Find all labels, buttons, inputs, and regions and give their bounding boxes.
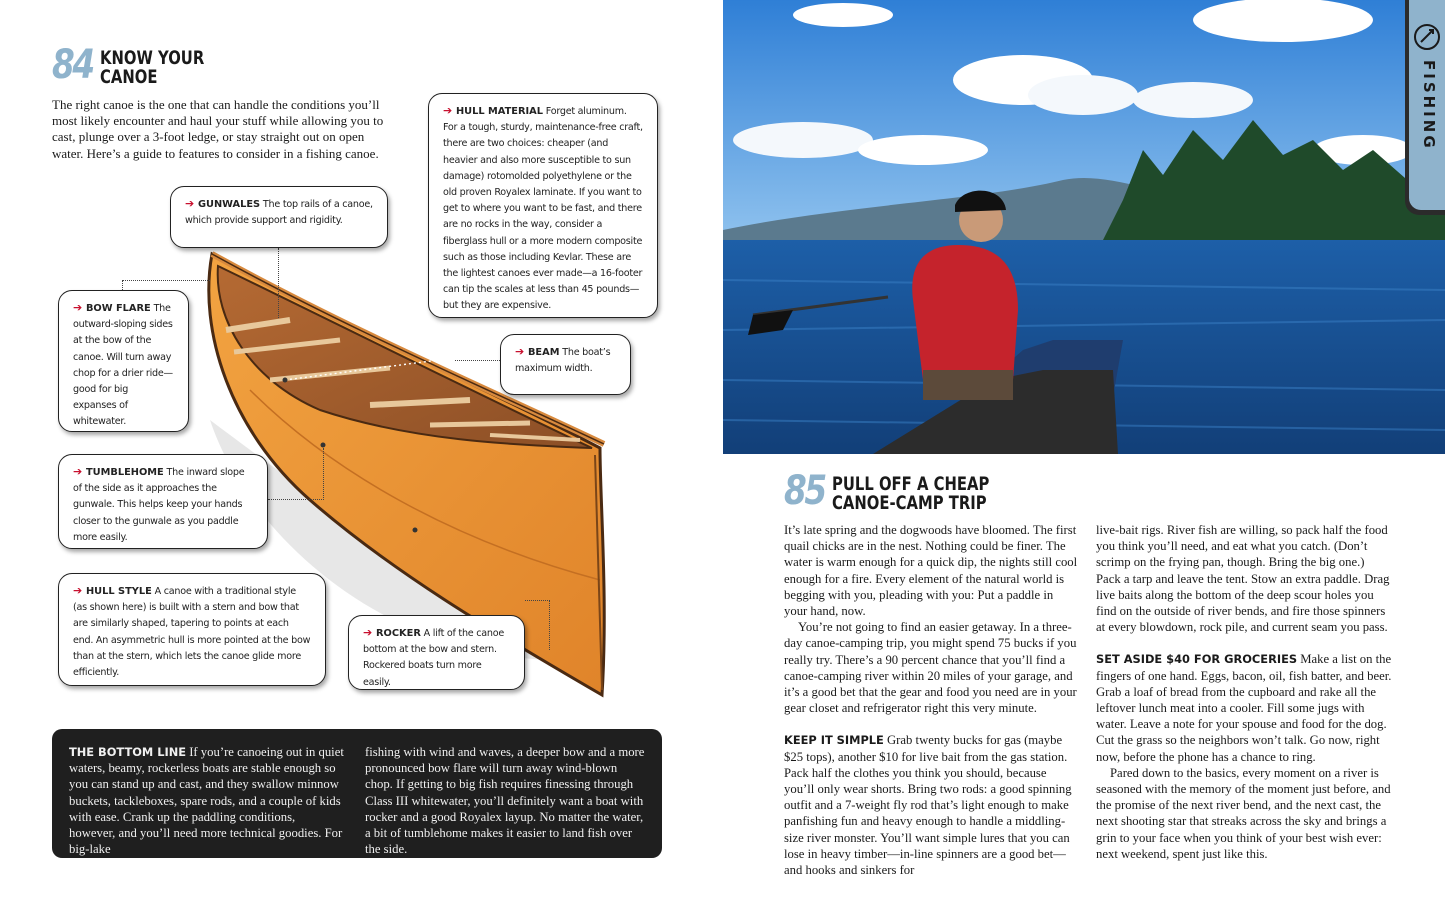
- article-85-column-2: live-bait rigs. River fish are willing, so pack half the food you think you’ll need, and eat what you catch. (Don’t scrimp on the frying pan, though. Bring the big one.) Pack a tarp and leave the tent. Stow an extra paddle. Drag live baits along the bottom of the deep scour holes you find on the outside of river bends, and fire those spinners at every blowdown, rock pile, and current seam you pass. SET ASIDE $40 FOR GROCERIES Make a list on the fingers of one hand. Eggs, bacon, oil, fish batter, and beer. Grab a loaf of bread from the cupboard and rake all the leftover lunch meat into a cooler. Fill some jugs with water. Leave a note for your spouse and food for the dog. Cut the grass so the neighbors won’t talk. Go now, right now, before the phone has a chance to ring. Pared down to the basics, every moment on a river is seasoned with the memory of the moment just before, and the promise of the next river bend, and the next cast, the next shooting star that streaks across the sky and brings a grin to your face when you think of your best wish ever: next weekend, spent just like this.: [1096, 523, 1392, 861]
- callout-gunwales: ➔ GUNWALES The top rails of a canoe, which provide support and rigidity.: [170, 186, 388, 248]
- arrow-icon: ➔: [73, 301, 82, 314]
- canoe-lake-photo: [723, 0, 1445, 454]
- article-number: 85: [784, 468, 825, 514]
- intro-paragraph: The right canoe is the one that can handle the conditions you’ll most likely encounter and haul your stuff while allowing you to cast, plunge over a 3-foot ledge, or stay straight out on open water. Here’s a guide to features to consider in a fishing canoe.: [52, 97, 384, 161]
- callout-bow-flare: ➔ BOW FLARE The outward-sloping sides at the bow of the canoe. Will turn away chop for a drier ride—good for big expanses of whitewater.: [58, 290, 189, 432]
- leader-rocker: [525, 600, 550, 650]
- section-tab-label: FISHING: [1420, 60, 1438, 151]
- article-number: 84: [52, 42, 93, 88]
- article-title: KNOW YOUR CANOE: [99, 47, 204, 88]
- arrow-icon: ➔: [515, 345, 524, 358]
- fishing-icon: [1412, 22, 1442, 52]
- callout-hull-style: ➔ HULL STYLE A canoe with a traditional style (as shown here) is built with a stern and bow that are similarly shaped, tapering to points at each end. An asymmetric hull is more pointed at the bow than at the stern, which lets the canoe glide more efficiently.: [58, 573, 326, 686]
- callout-tumblehome: ➔ TUMBLEHOME The inward slope of the side as it approaches the gunwale. This helps keep your hands closer to the gunwale as you paddle more easily.: [58, 454, 268, 549]
- arrow-icon: ➔: [185, 197, 194, 210]
- callout-rocker: ➔ ROCKER A lift of the canoe bottom at the bow and stern. Rockered boats turn more easily.: [348, 615, 525, 690]
- bottom-line-col-2: fishing with wind and waves, a deeper bow and a more pronounced bow flare will turn away wind-blown chop. If getting to big fish requires finessing through Class III whitewater, you’ll definitely want a boat with rocker and a good Royalex layup. No matter the water, a bit of tumblehome makes it easier to land fish over the side.: [365, 745, 645, 857]
- bottom-line-box: [52, 729, 662, 858]
- leader-gunwales: [278, 248, 279, 318]
- arrow-icon: ➔: [363, 626, 372, 639]
- article-title: PULL OFF A CHEAP CANOE-CAMP TRIP: [831, 473, 989, 514]
- leader-tumblehome: [268, 448, 324, 500]
- article-85-column-1: It’s late spring and the dogwoods have bloomed. The first quail chicks are in the nest. Nothing could be finer. The water is warm enough for a quick dip, the nights still cool enough for a fire. Every element of the natural world is begging with you, pleading with you: Put a paddle in your hand, now. You’re not going to find an easier getaway. In a three-day canoe-camping trip, you might spend 75 bucks if you really try. There’s a 90 percent chance that you’ll find a canoe-camping river within 20 miles of your garage, and it’s a good bet that the gear and food you need are in your gear closet and refrigerator right this very minute. KEEP IT SIMPLE Grab twenty bucks for gas (maybe $25 tops), another $10 for live bait from the gas station. Pack half the clothes you think you should, because you’ll only wear shorts. Bring two rods: a good spinning outfit and a 7-weight fly rod that’s light enough to make panfishing fun and heavy enough to handle a middling-size river monster. You’ll want simple lures that you can lose in heavy timber—in-line spinners are a good bet—and hooks and sinkers for: [784, 523, 1078, 878]
- arrow-icon: ➔: [73, 584, 82, 597]
- callout-hull-material: ➔ HULL MATERIAL Forget aluminum. For a tough, sturdy, maintenance-free craft, there are two choices: cheaper (and heavier and also more susceptible to sun damage) rotomolded polyethylene or the old proven Royalex laminate. If you want to get to where you want to be fast, and there are no rocks in the way, consider a fiberglass hull or a more modern composite such as those including Kevlar. These are the lightest canoes ever made—a 16-footer can tip the scales at less than 45 pounds—but they are expensive.: [428, 93, 658, 318]
- article-85-heading: [784, 468, 1033, 514]
- arrow-icon: ➔: [443, 104, 452, 117]
- bottom-line-col-1: THE BOTTOM LINE If you’re canoeing out in quiet waters, beamy, rockerless boats are stable enough so you can stand up and cast, and they swallow minnow buckets, tackleboxes, spare rods, and a couple of kids with ease. Crank up the paddling conditions, however, and you’ll need more technical goodies. For big-lake: [69, 745, 344, 857]
- article-84-heading: [52, 42, 233, 88]
- arrow-icon: ➔: [73, 465, 82, 478]
- leader-beam: [455, 360, 500, 361]
- callout-beam: ➔ BEAM The boat’s maximum width.: [500, 334, 631, 395]
